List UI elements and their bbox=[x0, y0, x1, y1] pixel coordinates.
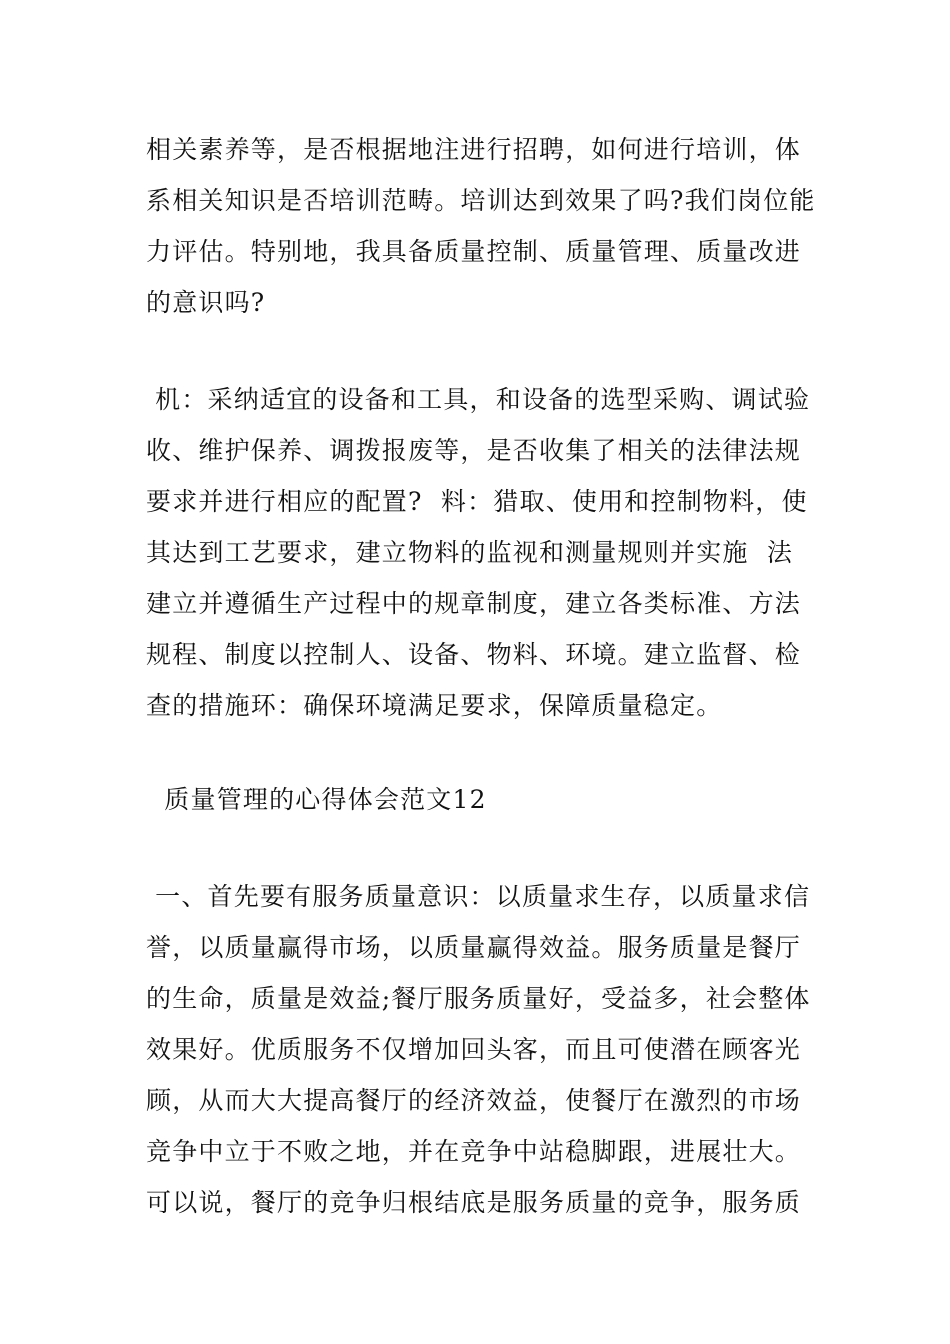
text-line: 一、首先要有服务质量意识：以质量求生存，以质量求信 bbox=[146, 882, 811, 911]
section-heading bbox=[146, 774, 812, 825]
text-line: 力评估。特别地，我具备质量控制、质量管理、质量改进 bbox=[146, 237, 802, 266]
paragraph-machine-material-method-environment bbox=[146, 374, 812, 731]
text-line: 的生命，质量是效益;餐厅服务质量好，受益多，社会整体 bbox=[146, 984, 811, 1013]
text-line: 机：采纳适宜的设备和工具，和设备的选型采购、调试验 bbox=[146, 385, 811, 414]
text-line: 收、维护保养、调拨报废等，是否收集了相关的法律法规 bbox=[146, 436, 802, 465]
text-line: 其达到工艺要求，建立物料的监视和测量规则并实施 法 bbox=[146, 538, 794, 567]
paragraph-personnel bbox=[146, 124, 816, 328]
text-line: 竞争中立于不败之地，并在竞争中站稳脚跟，进展壮大。 bbox=[146, 1137, 802, 1166]
heading-text: 质量管理的心得体会范文12 bbox=[146, 785, 487, 814]
text-line: 相关素养等，是否根据地注进行招聘，如何进行培训，体 bbox=[146, 135, 802, 164]
paragraph-service-quality bbox=[146, 871, 812, 1228]
text-line: 建立并遵循生产过程中的规章制度，建立各类标准、方法 bbox=[146, 589, 802, 618]
text-line: 要求并进行相应的配置? 料：猎取、使用和控制物料，使 bbox=[146, 487, 808, 516]
text-line: 的意识吗? bbox=[146, 288, 266, 317]
text-line: 系相关知识是否培训范畴。培训达到效果了吗?我们岗位能 bbox=[146, 186, 816, 215]
text-line: 顾，从而大大提高餐厅的经济效益，使餐厅在激烈的市场 bbox=[146, 1086, 802, 1115]
text-line: 效果好。优质服务不仅增加回头客，而且可使潜在顾客光 bbox=[146, 1035, 802, 1064]
text-line: 可以说，餐厅的竞争归根结底是服务质量的竞争，服务质 bbox=[146, 1188, 802, 1217]
text-line: 规程、制度以控制人、设备、物料、环境。建立监督、检 bbox=[146, 640, 802, 669]
text-line: 查的措施环：确保环境满足要求，保障质量稳定。 bbox=[146, 691, 723, 720]
text-line: 誉，以质量赢得市场，以质量赢得效益。服务质量是餐厅 bbox=[146, 933, 802, 962]
